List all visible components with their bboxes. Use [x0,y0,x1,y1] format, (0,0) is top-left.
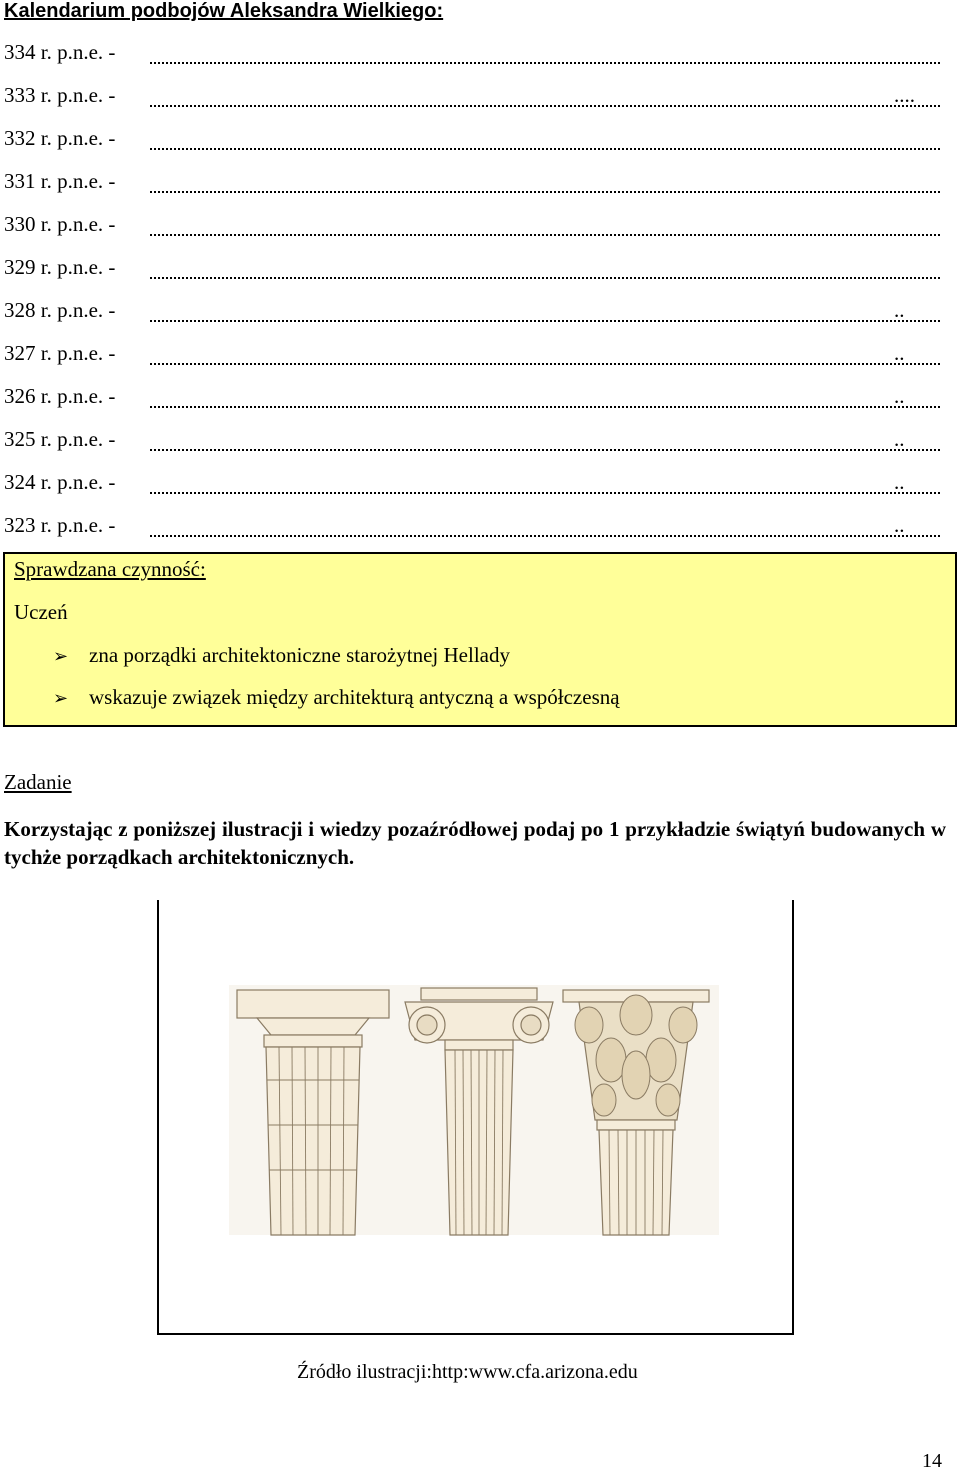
calendar-row: 325 r. p.n.e. - .. [4,427,944,457]
skill-item: ➢ zna porządki architektoniczne starożytnej Hellady [53,643,510,667]
calendar-row [4,169,944,199]
calendar-row: 323 r. p.n.e. - .. [4,513,944,543]
answer-line[interactable] [150,513,940,537]
calendar-row [4,212,944,242]
skills-box [3,552,957,727]
answer-line[interactable] [150,384,940,408]
calendar-year: 326 r. p.n.e. - [4,384,116,408]
arrow-bullet-icon: ➢ [53,688,69,709]
answer-line[interactable] [150,470,940,494]
calendar-year: 333 r. p.n.e. - [4,83,116,107]
calendar-year: 324 r. p.n.e. - [4,470,116,494]
greek-orders-image [159,900,792,1333]
calendar-year: 331 r. p.n.e. - [4,169,116,193]
calendar-row [4,126,944,156]
task-heading: Zadanie [4,770,72,794]
skills-heading: Sprawdzana czynność: [14,557,206,581]
image-source-caption: Źródło ilustracji:http:www.cfa.arizona.edu [297,1361,638,1383]
calendar-year: 332 r. p.n.e. - [4,126,116,150]
calendar-row: 324 r. p.n.e. - .. [4,470,944,500]
answer-line[interactable] [150,169,940,193]
answer-line[interactable] [150,83,940,107]
answer-line[interactable] [150,126,940,150]
answer-line[interactable] [150,40,940,64]
task-instruction: Korzystając z poniższej ilustracji i wiedzy pozaźródłowej podaj po 1 przykładzie świątyń budowanych w tychże porządkach architektonicznych. [4,817,946,869]
skill-item: ➢ wskazuje związek między architekturą antyczną a współczesną [53,685,620,709]
answer-line[interactable] [150,212,940,236]
calendar-row: 328 r. p.n.e. - .. [4,298,944,328]
calendar-row: 327 r. p.n.e. - .. [4,341,944,371]
answer-line[interactable] [150,427,940,451]
calendar-row: 326 r. p.n.e. - .. [4,384,944,414]
calendar-year: 323 r. p.n.e. - [4,513,116,537]
answer-line[interactable] [150,298,940,322]
calendar-year: 325 r. p.n.e. - [4,427,116,451]
calendar-year: 327 r. p.n.e. - [4,341,116,365]
answer-line[interactable] [150,341,940,365]
page-title: Kalendarium podbojów Aleksandra Wielkiego: [4,0,444,22]
calendar-year: 334 r. p.n.e. - [4,40,116,64]
calendar-year: 329 r. p.n.e. - [4,255,116,279]
calendar-row [4,255,944,285]
page-number: 14 [922,1450,942,1472]
arrow-bullet-icon: ➢ [53,646,69,667]
calendar-row: 333 r. p.n.e. - .... [4,83,944,113]
calendar-row [4,40,944,70]
answer-line[interactable] [150,255,940,279]
skills-student-label: Uczeń [14,600,68,624]
columns-illustration [157,900,794,1335]
calendar-year: 330 r. p.n.e. - [4,212,116,236]
calendar-year: 328 r. p.n.e. - [4,298,116,322]
